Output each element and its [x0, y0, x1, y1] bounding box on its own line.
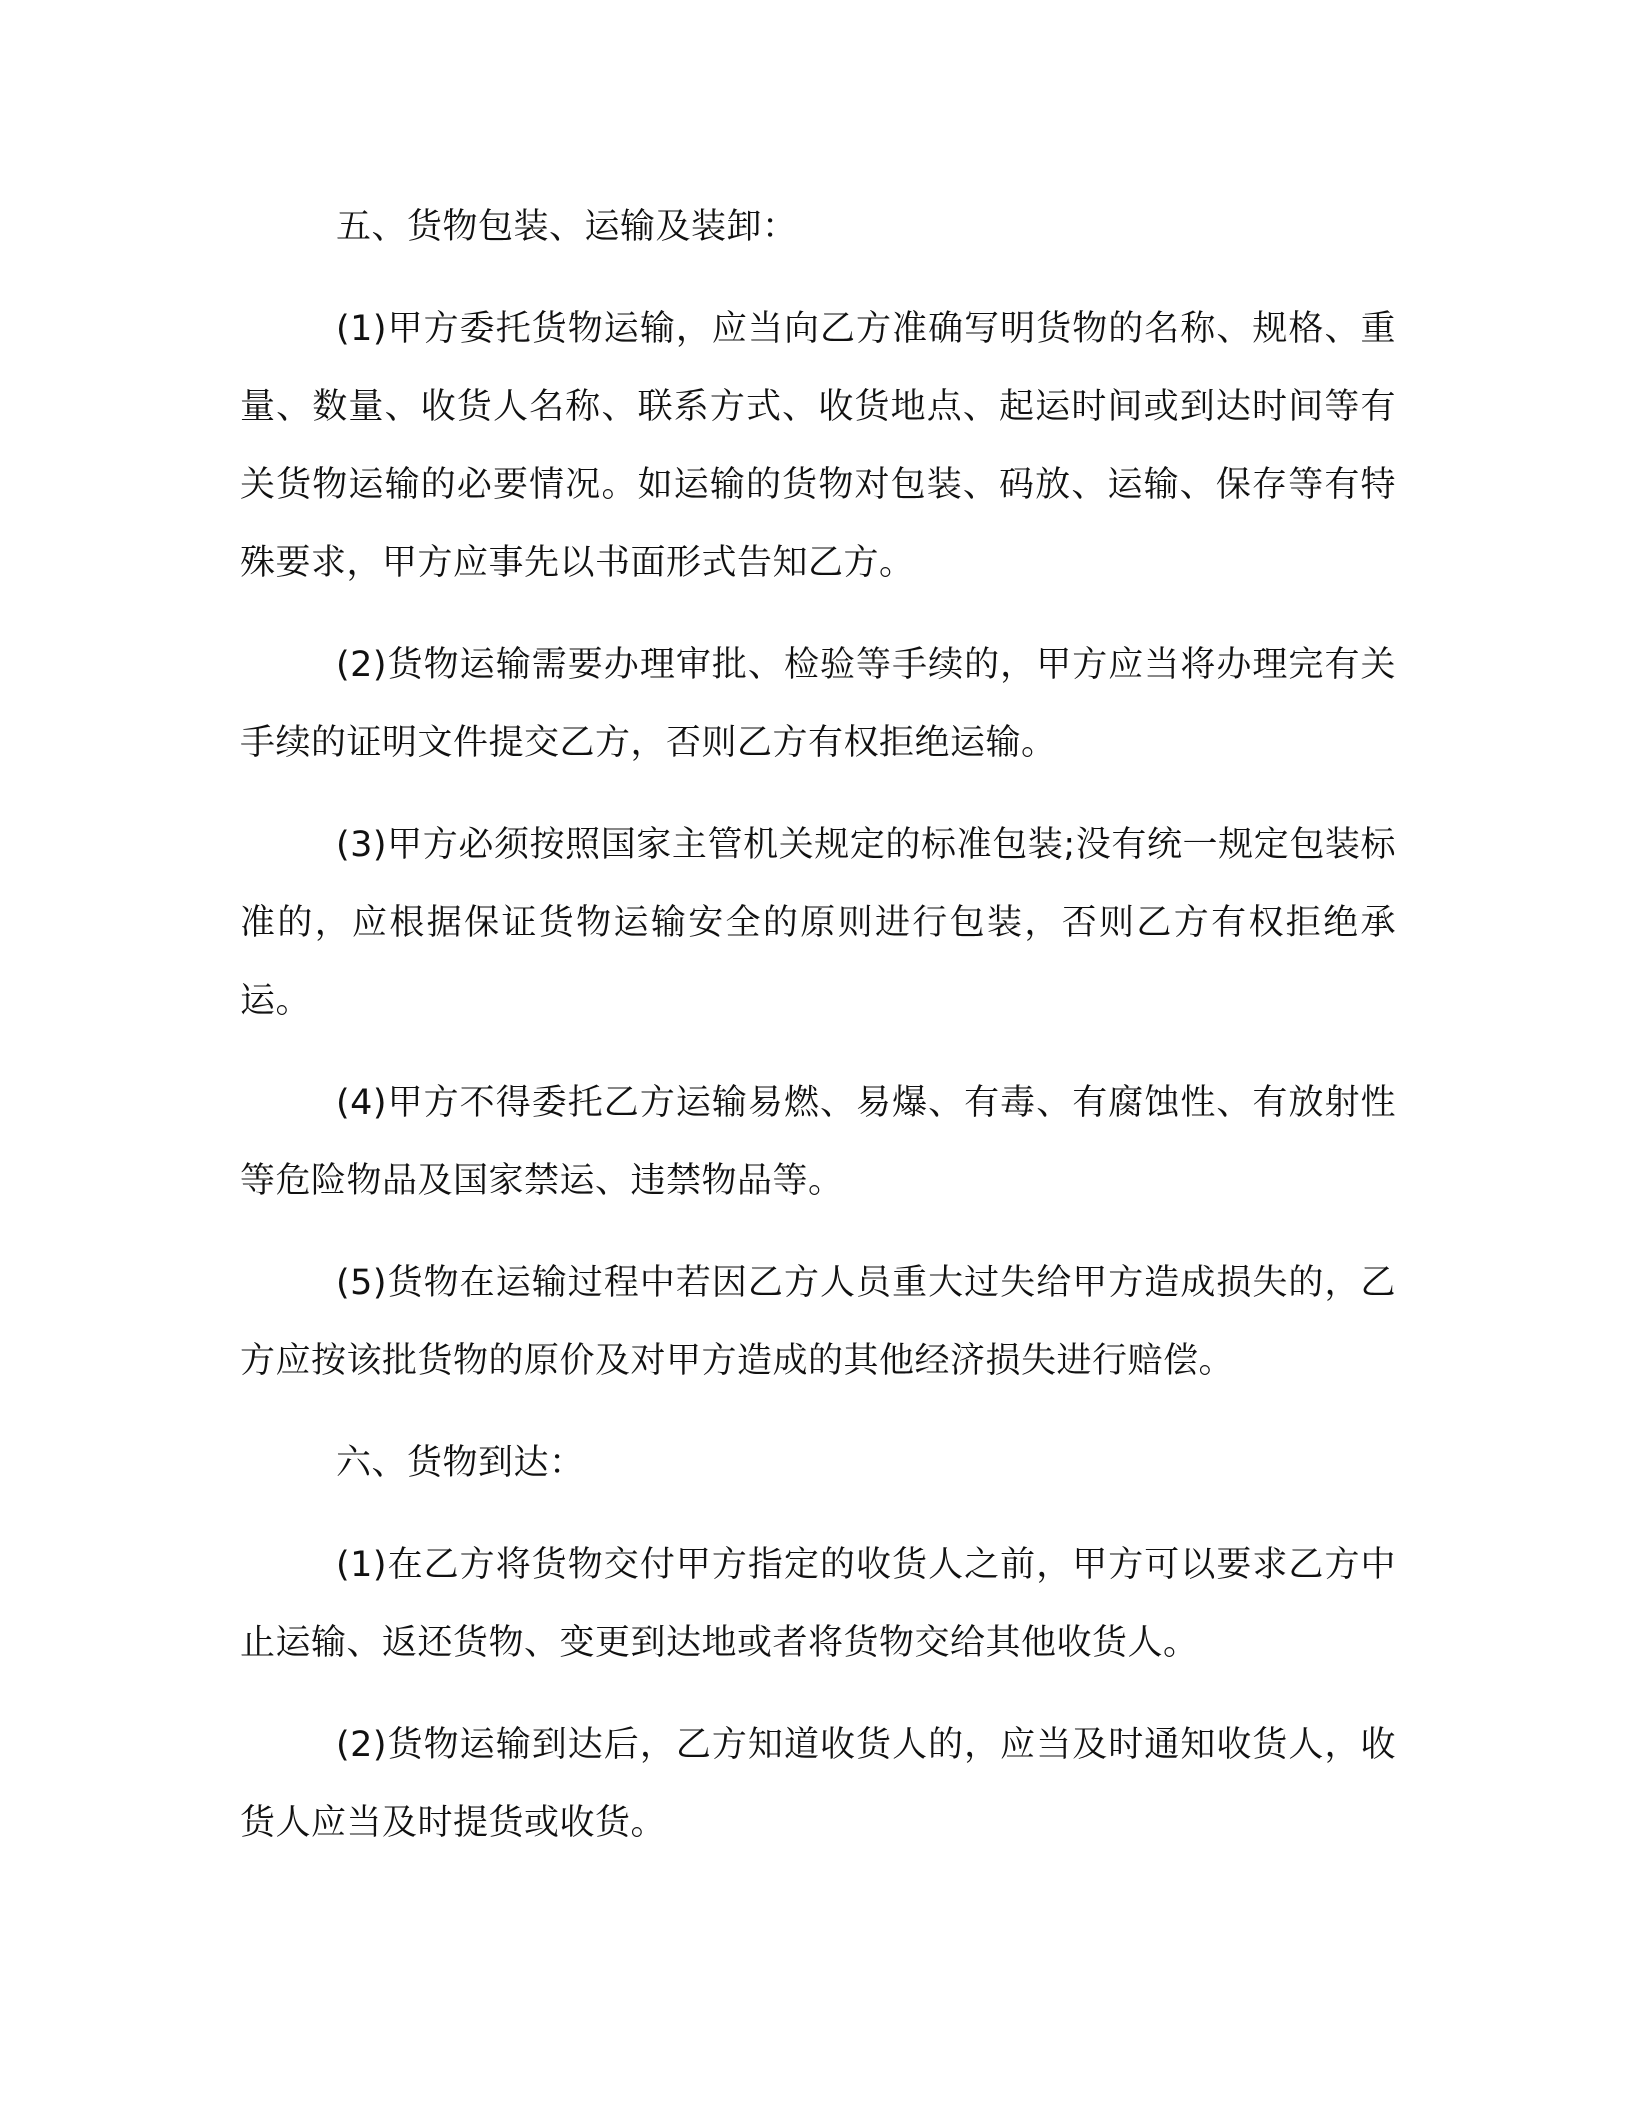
section-5-item-4: (4)甲方不得委托乙方运输易燃、易爆、有毒、有腐蚀性、有放射性等危险物品及国家禁运、违禁物品等。: [240, 1083, 1396, 1201]
section-5-item-2: (2)货物运输需要办理审批、检验等手续的，甲方应当将办理完有关手续的证明文件提交乙方，否则乙方有权拒绝运输。: [240, 645, 1396, 763]
section-6-item-1: (1)在乙方将货物交付甲方指定的收货人之前，甲方可以要求乙方中止运输、返还货物、变更到达地或者将货物交给其他收货人。: [240, 1545, 1396, 1663]
document-body: [240, 188, 1396, 1886]
section-5-heading: 五、货物包装、运输及装卸：: [336, 207, 798, 247]
section-5-item-5: (5)货物在运输过程中若因乙方人员重大过失给甲方造成损失的，乙方应按该批货物的原价及对甲方造成的其他经济损失进行赔偿。: [240, 1263, 1396, 1381]
section-5-item-3: (3)甲方必须按照国家主管机关规定的标准包装;没有统一规定包装标准的，应根据保证货物运输安全的原则进行包装，否则乙方有权拒绝承运。: [240, 825, 1396, 1021]
section-5-item-1: (1)甲方委托货物运输，应当向乙方准确写明货物的名称、规格、重量、数量、收货人名称、联系方式、收货地点、起运时间或到达时间等有关货物运输的必要情况。如运输的货物对包装、码放、运输、保存等有特殊要求，甲方应事先以书面形式告知乙方。: [240, 309, 1396, 583]
section-6-heading: 六、货物到达：: [336, 1443, 585, 1483]
section-6-item-2: (2)货物运输到达后，乙方知道收货人的，应当及时通知收货人，收货人应当及时提货或收货。: [240, 1725, 1396, 1843]
